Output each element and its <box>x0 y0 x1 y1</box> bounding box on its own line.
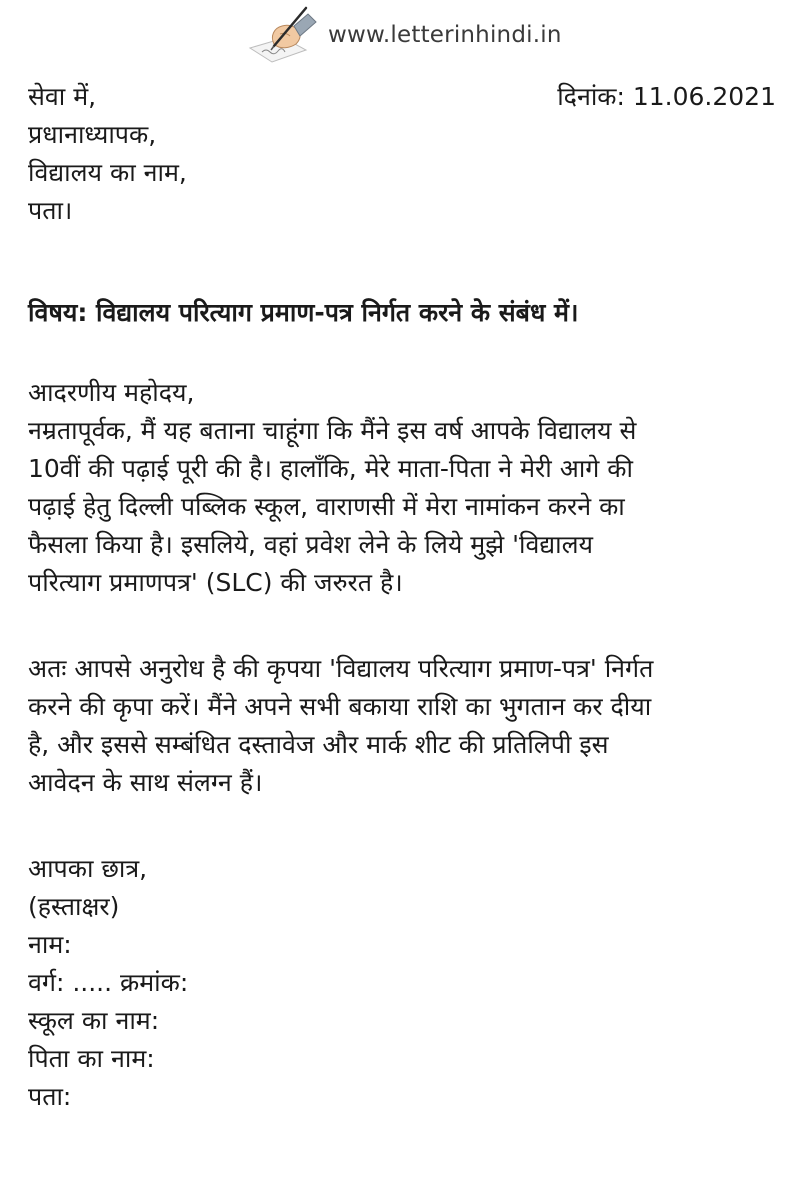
site-header <box>0 0 800 78</box>
body-line: फैसला किया है। इसलिये, वहां प्रवेश लेने के लिये मुझे 'विद्यालय <box>28 530 594 559</box>
body-line: है, और इससे सम्बंधित दस्तावेज और मार्क शीट की प्रतिलिपी इस <box>28 730 609 759</box>
class-rollno-field: वर्ग: ..... क्रमांक: <box>28 968 189 997</box>
letter-date: दिनांक: 11.06.2021 <box>557 82 776 111</box>
signature-line: (हस्ताक्षर) <box>28 892 120 921</box>
school-name-field: स्कूल का नाम: <box>28 1006 160 1035</box>
address-field: पता: <box>28 1082 72 1111</box>
salutation: आदरणीय महोदय, <box>28 378 195 407</box>
name-field: नाम: <box>28 930 72 959</box>
body-line: पढ़ाई हेतु दिल्ली पब्लिक स्कूल, वाराणसी में मेरा नामांकन करने का <box>28 492 625 521</box>
addressee-line: विद्यालय का नाम, <box>28 158 187 187</box>
addressee-line: पता। <box>28 196 73 225</box>
letter-subject: विषय: विद्यालय परित्याग प्रमाण-पत्र निर्गत करने के संबंध में। <box>28 298 579 327</box>
body-line: करने की कृपा करें। मैंने अपने सभी बकाया राशि का भुगतान कर दीया <box>28 692 652 721</box>
body-line: अतः आपसे अनुरोध है की कृपया 'विद्यालय परित्याग प्रमाण-पत्र' निर्गत <box>28 654 654 683</box>
body-line: आवेदन के साथ संलग्न हैं। <box>28 768 263 797</box>
letter-body <box>28 78 776 1116</box>
addressee-line: सेवा में, <box>28 82 97 111</box>
addressee-line: प्रधानाध्यापक, <box>28 120 157 149</box>
body-line: नम्रतापूर्वक, मैं यह बताना चाहूंगा कि मैंने इस वर्ष आपके विद्यालय से <box>28 416 637 445</box>
body-line: परित्याग प्रमाणपत्र' (SLC) की जरुरत है। <box>28 568 403 597</box>
father-name-field: पिता का नाम: <box>28 1044 155 1073</box>
closing-line: आपका छात्र, <box>28 854 148 883</box>
hand-writing-pen-icon <box>244 4 320 66</box>
body-line: 10वीं की पढ़ाई पूरी की है। हालाँकि, मेरे माता-पिता ने मेरी आगे की <box>28 454 633 483</box>
site-url[interactable]: www.letterinhindi.in <box>328 22 562 48</box>
